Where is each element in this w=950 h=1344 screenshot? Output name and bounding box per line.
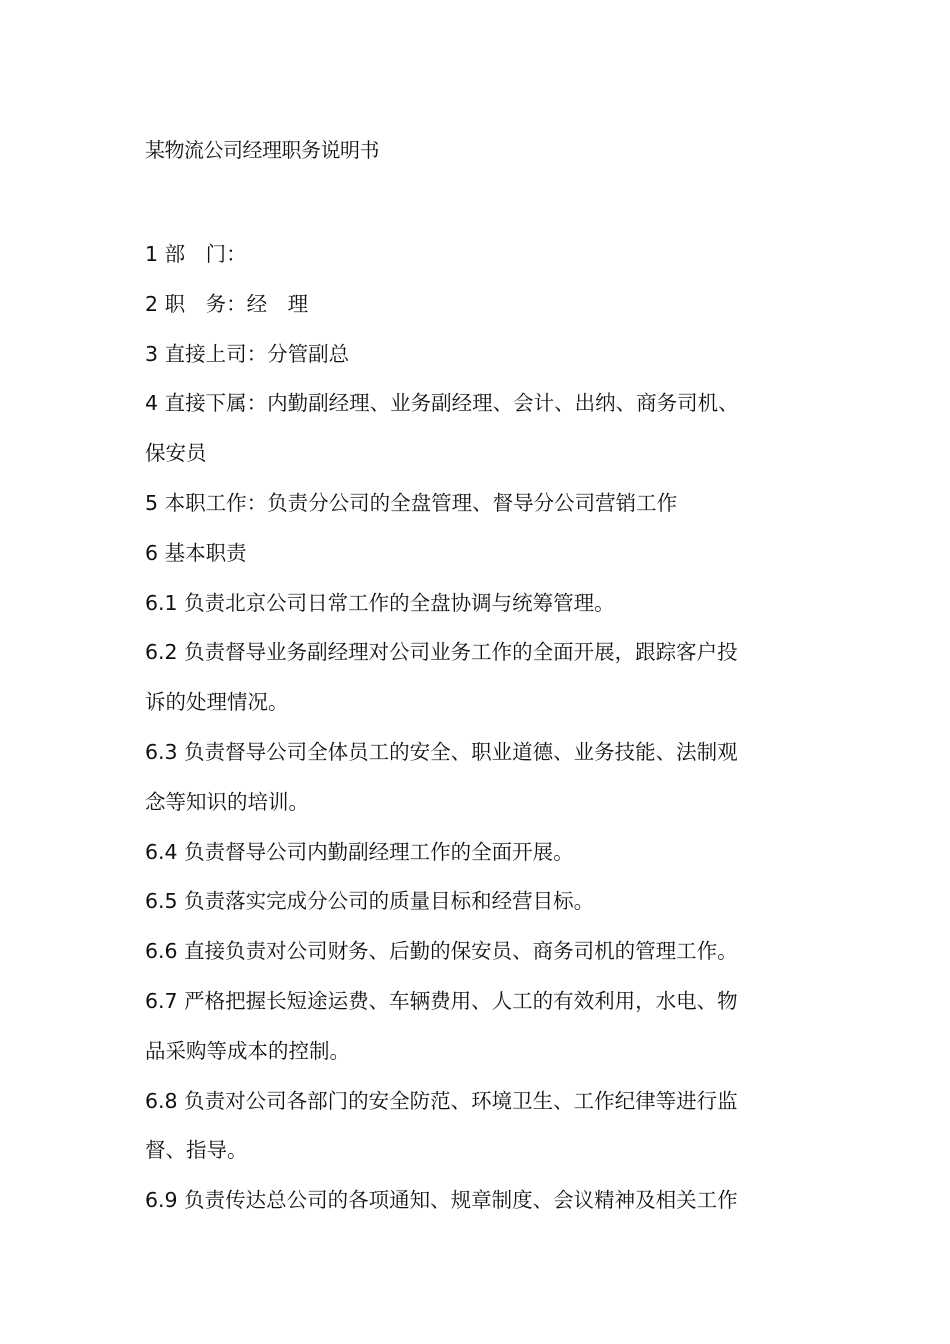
item-text: 负责对公司各部门的安全防范、环境卫生、工作纪律等进行监 [184,1088,738,1113]
item-text: 负责分公司的全盘管理、督导分公司营销工作 [267,490,678,515]
item-text: 直接负责对公司财务、后勤的保安员、商务司机的管理工作。 [184,939,738,964]
item-number: 6.8 [145,1088,178,1113]
item-label: 基本职责 [164,540,247,565]
item-text: 负责督导业务副经理对公司业务工作的全面开展，跟踪客户投 [184,640,738,665]
item-number: 6.2 [145,640,178,665]
item-number: 6.1 [145,590,178,615]
item-text: 督、指导。 [145,1138,248,1163]
item-text: 负责督导公司内勤副经理工作的全面开展。 [184,839,574,864]
line-duty-6-6 [145,927,810,977]
item-text: 经 理 [246,291,309,316]
line-supervisor [145,330,810,380]
item-number: 6.3 [145,739,178,764]
line-duty-6-7-cont [145,1027,810,1077]
item-text: 负责落实完成分公司的质量目标和经营目标。 [184,889,595,914]
item-text: 负责北京公司日常工作的全盘协调与统筹管理。 [184,590,615,615]
item-text: 品采购等成本的控制。 [145,1038,350,1063]
item-text: 诉的处理情况。 [145,690,289,715]
line-duty-6-9 [145,1176,810,1226]
item-number: 6.9 [145,1188,178,1213]
item-number: 6.6 [145,939,178,964]
item-text: 内勤副经理、业务副经理、会计、出纳、商务司机、 [267,391,739,416]
item-text: 严格把握长短途运费、车辆费用、人工的有效利用，水电、物 [184,988,738,1013]
line-duty-6-2-cont [145,678,810,728]
document-title: 某物流公司经理职务说明书 [145,138,379,162]
item-label: 部 门： [164,242,247,266]
item-number: 6.5 [145,889,178,914]
line-main-duty [145,479,810,529]
item-number: 2 [145,291,159,316]
item-label: 直接下属： [164,391,268,416]
item-text: 念等知识的培训。 [145,789,309,814]
line-duty-6-8 [145,1077,810,1127]
line-subordinates [145,379,810,429]
line-duty-6-3 [145,728,810,778]
item-label: 本职工作： [164,490,268,515]
item-label: 职 务： [164,291,247,316]
item-text: 负责传达总公司的各项通知、规章制度、会议精神及相关工作 [184,1188,738,1213]
line-department [145,230,810,280]
item-number: 4 [145,391,159,416]
item-text: 分管副总 [267,341,350,366]
line-duty-6-7 [145,977,810,1027]
item-number: 6.7 [145,988,178,1013]
line-position [145,280,810,330]
document-body [145,230,810,1226]
line-duty-6-2 [145,628,810,678]
line-basic-duties [145,529,810,579]
line-subordinates-cont [145,429,810,479]
item-number: 3 [145,341,159,366]
item-number: 6 [145,540,159,565]
item-number: 1 [145,242,159,266]
item-text: 保安员 [145,441,207,466]
line-duty-6-5 [145,877,810,927]
line-duty-6-1 [145,579,810,629]
line-duty-6-4 [145,828,810,878]
line-duty-6-3-cont [145,778,810,828]
item-number: 6.4 [145,839,178,864]
line-duty-6-8-cont [145,1126,810,1176]
item-text: 负责督导公司全体员工的安全、职业道德、业务技能、法制观 [184,739,738,764]
item-label: 直接上司： [164,341,268,366]
item-number: 5 [145,490,159,515]
